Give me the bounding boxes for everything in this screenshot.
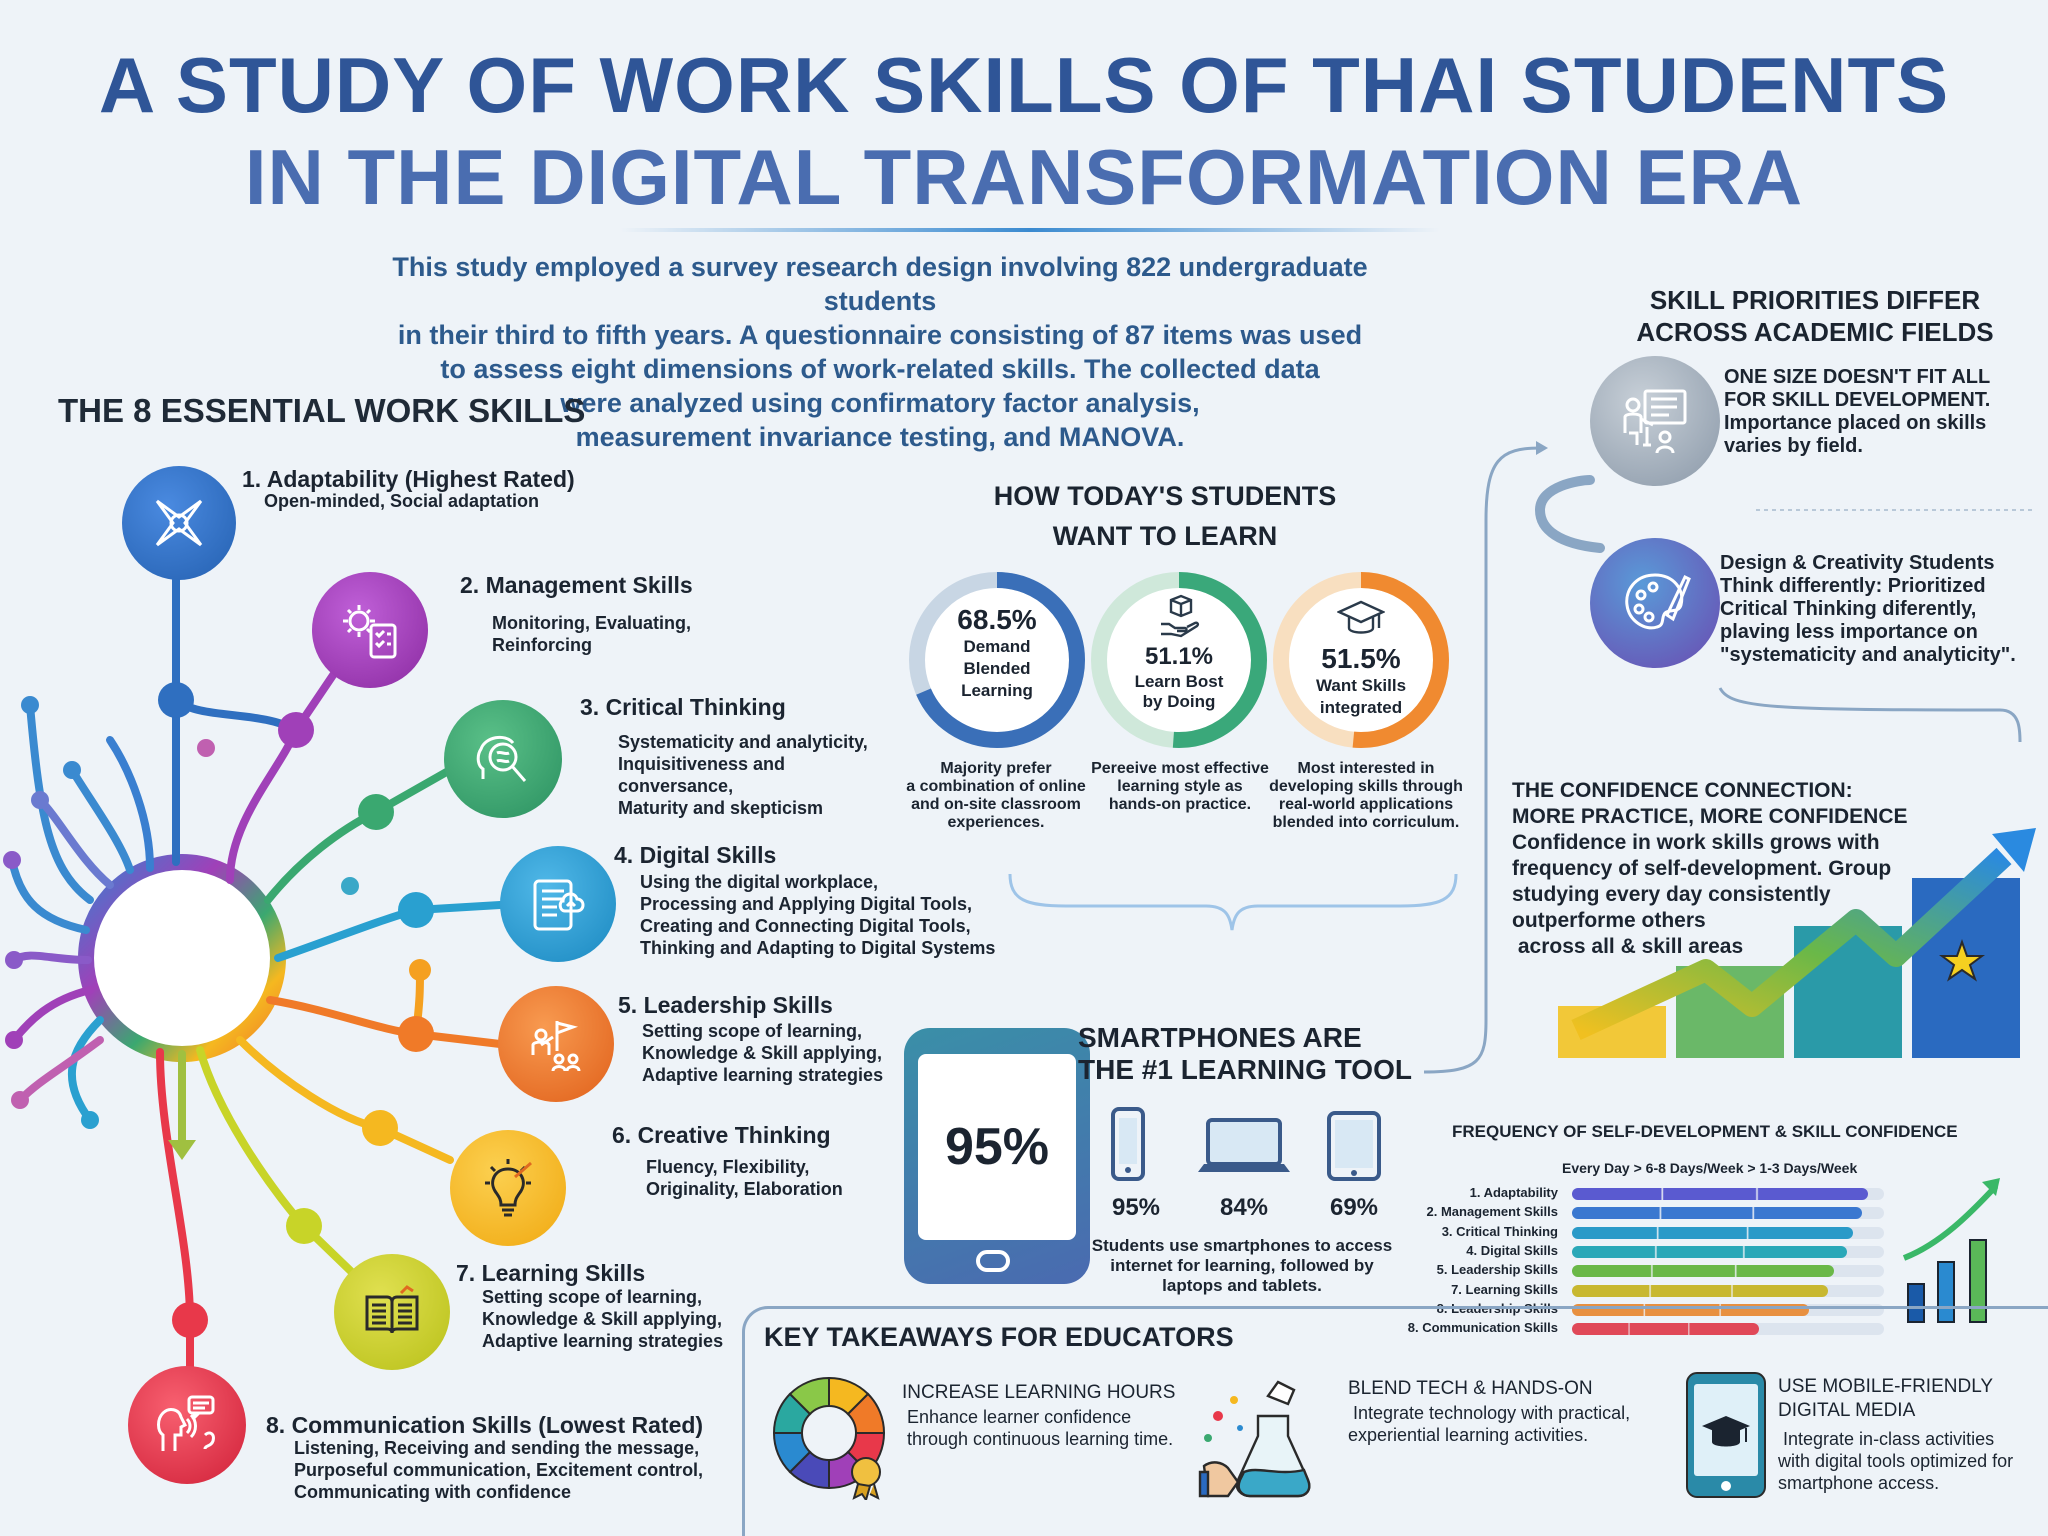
skill-5-desc: Setting scope of learning, Knowledge & Skill applying, Adaptive learning strategies bbox=[642, 1021, 884, 1085]
device-note: Students use smartphones to access internet for learning, followed by laptops and tablets. bbox=[1091, 1236, 1393, 1295]
frequency-row-bar bbox=[1572, 1227, 1853, 1239]
skill-8-title: 8. Communication Skills (Lowest Rated) bbox=[266, 1412, 704, 1438]
priority-1-text: ONE SIZE DOESN'T FIT ALL FOR SKILL DEVELOPMENT. Importance placed on skills varies by field. bbox=[1724, 366, 1991, 457]
donut-2-label: 51.1% Learn Bost by Doing bbox=[1086, 594, 1272, 713]
lightbulb-icon bbox=[475, 1155, 541, 1221]
frequency-row-label: 5. Leadership Skills bbox=[1436, 1262, 1558, 1278]
learning-heading: HOW TODAY'S STUDENTS WANT TO LEARN bbox=[993, 481, 1337, 551]
skill-7-desc: Setting scope of learning, Knowledge & Skill applying, Adaptive learning strategies bbox=[482, 1287, 724, 1351]
smartphone-pct: 95% bbox=[1111, 1194, 1161, 1221]
skill-4-desc: Using the digital workplace, Processing and Applying Digital Tools, Creating and Connecting Digital Tools, Thinking and Adapting to Digital Systems bbox=[640, 872, 996, 958]
smartphone-heading: SMARTPHONES ARE THE #1 LEARNING TOOL bbox=[1078, 1022, 1412, 1085]
skill-4-title: 4. Digital Skills bbox=[614, 842, 777, 868]
skill-8-desc: Listening, Receiving and sending the message, Purposeful communication, Excitement control, Communicating with confidence bbox=[294, 1438, 704, 1502]
rising-bars-icon bbox=[1900, 1174, 2010, 1324]
skill-3-desc: Systematicity and analyticity, Inquisitiveness and conversance, Maturity and skepticism bbox=[618, 732, 868, 818]
speaking-head-icon bbox=[153, 1391, 221, 1459]
gear-checklist-icon bbox=[337, 597, 403, 663]
skill-3-title: 3. Critical Thinking bbox=[580, 694, 786, 720]
takeaway-3-title: USE MOBILE-FRIENDLY bbox=[1778, 1376, 1994, 1397]
intro-text: This study employed a survey research design involving 822 undergraduate students in their third to fifth years. A questionnaire consisting of 87 items was used to assess eight dimensions of work-related skills. The collected data were analyzed using confirmatory factor analysis, measurement invariance testing, and MANOVA. bbox=[392, 252, 1368, 452]
priority-1-badge bbox=[1590, 356, 1720, 486]
skill-5-badge bbox=[498, 986, 614, 1102]
takeaways-heading: KEY TAKEAWAYS FOR EDUCATORS bbox=[764, 1322, 1234, 1352]
open-book-icon bbox=[359, 1279, 425, 1345]
frequency-row-bar bbox=[1572, 1246, 1847, 1258]
palette-icon bbox=[1617, 565, 1693, 641]
confidence-growth-chart bbox=[1556, 820, 2046, 1060]
color-wheel-award-icon bbox=[770, 1374, 888, 1500]
takeaway-3-desc: Integrate in-class activities with digital tools optimized for smartphone access. bbox=[1778, 1429, 2014, 1493]
tablet-icon bbox=[1326, 1110, 1382, 1182]
skill-7-badge bbox=[334, 1254, 450, 1370]
takeaway-2-title: BLEND TECH & HANDS-ON bbox=[1348, 1378, 1593, 1399]
frequency-row-bar bbox=[1572, 1207, 1862, 1219]
takeaway-2-desc: Integrate technology with practical, experiential learning activities. bbox=[1348, 1403, 1631, 1445]
laptop-icon bbox=[1196, 1116, 1292, 1178]
skill-4-badge bbox=[500, 846, 616, 962]
flag-team-icon bbox=[523, 1011, 589, 1077]
frequency-row-label: 3. Critical Thinking bbox=[1441, 1223, 1558, 1239]
skill-1-badge bbox=[122, 466, 236, 580]
hand-box-icon bbox=[1157, 594, 1201, 638]
title-line-2: IN THE DIGITAL TRANSFORMATION ERA bbox=[244, 133, 1804, 221]
skills-heading: THE 8 ESSENTIAL WORK SKILLS bbox=[58, 392, 586, 429]
skill-2-badge bbox=[312, 572, 428, 688]
frequency-row-label: 4. Digital Skills bbox=[1466, 1242, 1558, 1258]
brain-search-icon bbox=[469, 725, 537, 793]
skill-6-badge bbox=[450, 1130, 566, 1246]
skill-5-title: 5. Leadership Skills bbox=[618, 992, 833, 1018]
frequency-legend: Every Day > 6-8 Days/Week > 1-3 Days/Week bbox=[1562, 1160, 1858, 1176]
laptop-pct: 84% bbox=[1219, 1194, 1269, 1221]
skill-6-title: 6. Creative Thinking bbox=[612, 1122, 831, 1148]
frequency-row-bar bbox=[1572, 1188, 1868, 1200]
priority-2-badge bbox=[1590, 538, 1720, 668]
title-divider bbox=[620, 228, 1440, 232]
tablet-pct: 69% bbox=[1329, 1194, 1379, 1221]
priority-2-text: Design & Creativity Students Think differently: Prioritized Critical Thinking diferently, plaving less importance on "systematicity and analyticity". bbox=[1720, 552, 2016, 666]
frequency-row-bar bbox=[1572, 1265, 1834, 1277]
learning-bracket bbox=[1006, 870, 1460, 940]
smartphone-big-pct: 95% bbox=[918, 1054, 1076, 1240]
tablet-cloud-icon bbox=[525, 871, 591, 937]
skill-2-desc: Monitoring, Evaluating, Reinforcing bbox=[492, 613, 691, 655]
lab-flask-icon bbox=[1198, 1376, 1322, 1502]
frequency-title: FREQUENCY OF SELF-DEVELOPMENT & SKILL CONFIDENCE bbox=[1452, 1122, 1958, 1141]
donut-3-label: 51.5% Want Skills integrated bbox=[1268, 598, 1454, 719]
skill-1-desc: Open-minded, Social adaptation bbox=[264, 491, 540, 511]
network-icon bbox=[147, 491, 211, 555]
smartphone-icon bbox=[1110, 1106, 1146, 1182]
priorities-heading: SKILL PRIORITIES DIFFER ACROSS ACADEMIC FIELDS bbox=[1636, 285, 1994, 347]
skill-1-title: 1. Adaptability (Highest Rated) bbox=[242, 466, 575, 492]
smartphone-home-button bbox=[976, 1250, 1010, 1272]
skill-2-title: 2. Management Skills bbox=[460, 572, 693, 598]
donut-1-label: 68.5% Demand Blended Learning bbox=[957, 604, 1037, 700]
donut-1-note: Majority prefer a combination of online and on-site classroom experiences. bbox=[906, 760, 1086, 831]
frequency-row-label: 7. Learning Skills bbox=[1451, 1281, 1558, 1297]
presenter-icon bbox=[1617, 383, 1693, 459]
graduation-cap-icon bbox=[1337, 598, 1385, 638]
donut-2-note: Pereeive most effective learning style as hands-on practice. bbox=[1091, 760, 1269, 813]
skill-7-title: 7. Learning Skills bbox=[456, 1260, 646, 1286]
mobile-graduation-icon bbox=[1684, 1370, 1768, 1500]
skill-6-desc: Fluency, Flexibility, Originality, Elaboration bbox=[646, 1157, 843, 1199]
frequency-row-label: 1. Adaptability bbox=[1469, 1185, 1558, 1200]
skill-8-badge bbox=[128, 1366, 246, 1484]
frequency-row-label: 2. Management Skills bbox=[1426, 1204, 1558, 1220]
donut-3-note: Most interested in developing skills through real-world applications blended into corriculum. bbox=[1269, 760, 1463, 831]
skill-3-badge bbox=[444, 700, 562, 818]
frequency-row-bar bbox=[1572, 1285, 1828, 1297]
takeaway-1-title: INCREASE LEARNING HOURS bbox=[902, 1382, 1176, 1403]
title-line-1: A STUDY OF WORK SKILLS OF THAI STUDENTS bbox=[98, 41, 1950, 129]
takeaway-3-title-line2: DIGITAL MEDIA bbox=[1778, 1400, 1916, 1421]
confidence-text: THE CONFIDENCE CONNECTION: MORE PRACTICE, MORE CONFIDENCE Confidence in work skills grows with frequency of self-development. Group studying every day consistently outperforme others across all & skill areas bbox=[1512, 779, 1908, 958]
takeaway-1-desc: Enhance learner confidence through continuous learning time. bbox=[902, 1407, 1174, 1449]
frequency-row-label: 8. Communication Skills bbox=[1407, 1320, 1558, 1336]
frequency-row-label: 8. Leadership Skills bbox=[1436, 1300, 1558, 1316]
